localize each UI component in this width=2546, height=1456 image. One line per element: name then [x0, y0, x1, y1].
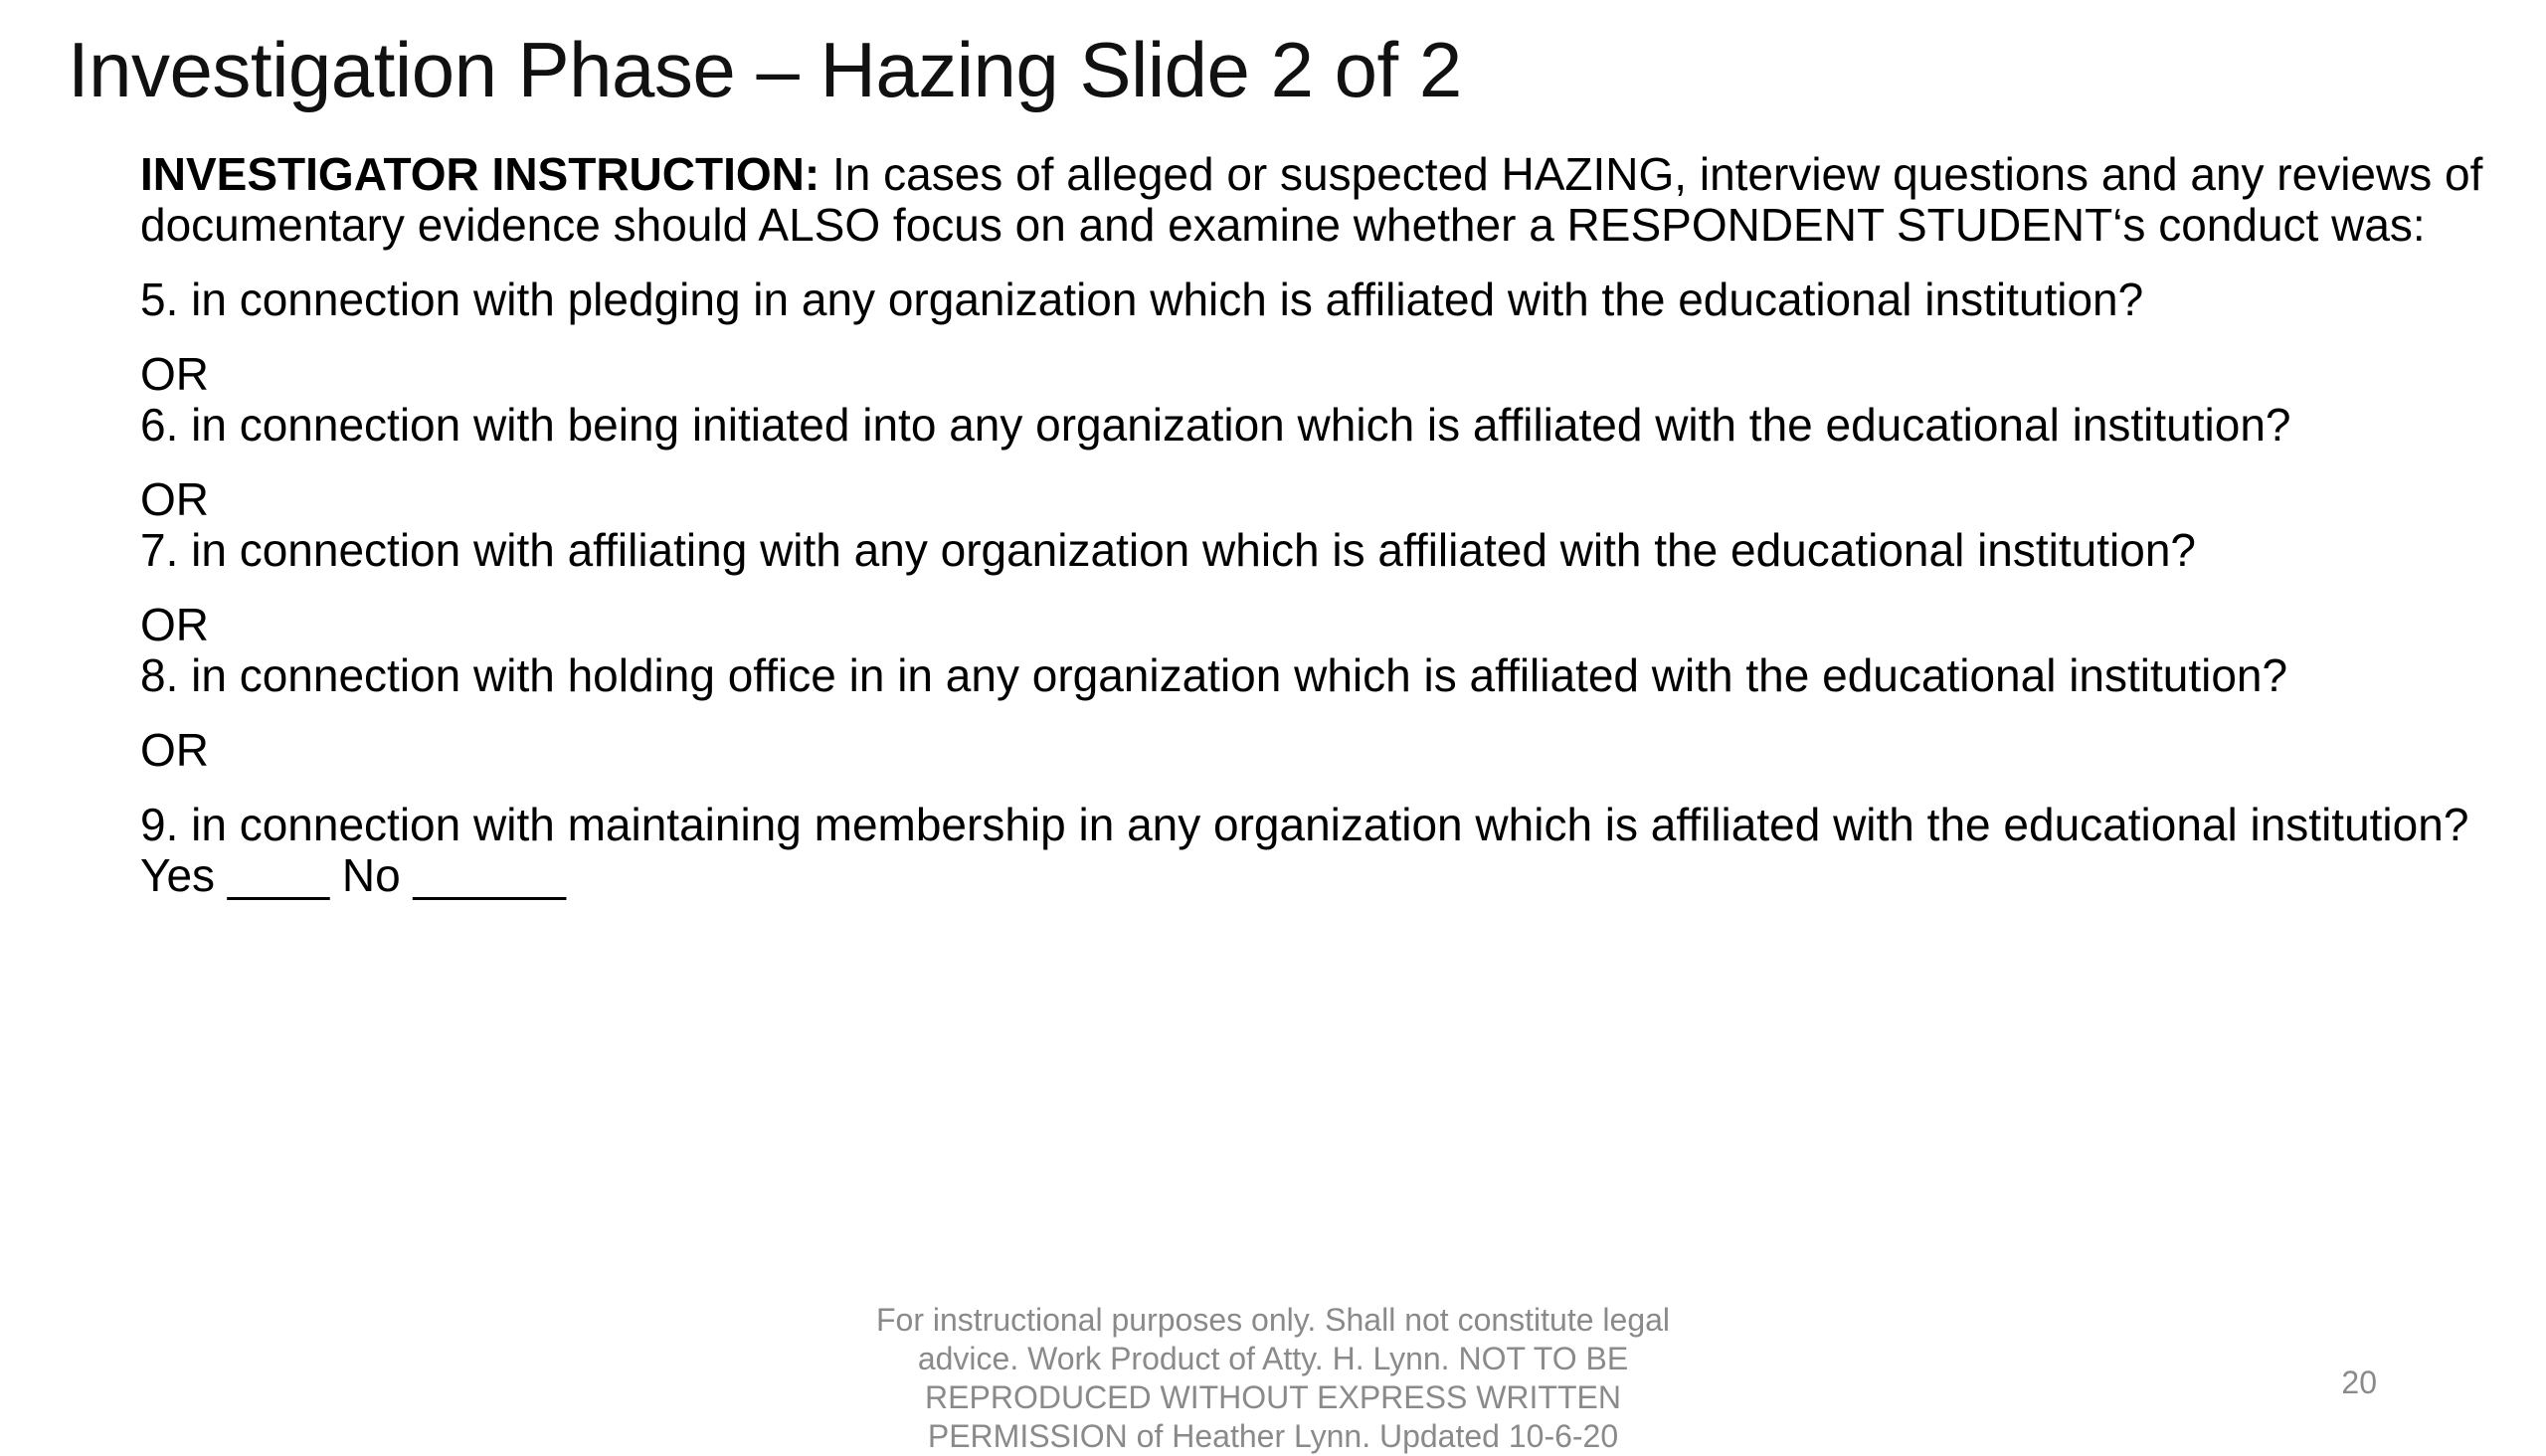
or-separator: OR: [140, 724, 209, 776]
or-separator: OR: [140, 599, 209, 650]
slide-title: Investigation Phase – Hazing Slide 2 of 2: [68, 26, 1462, 113]
question-7: 7. in connection with affiliating with any organization which is affiliated with the educational institution?: [140, 524, 2196, 576]
footer-disclaimer: For instructional purposes only. Shall not constitute legal advice. Work Product of Atty. H. Lynn. NOT TO BE REPRODUCED WITHOUT EXPRESS WRITTEN PERMISSION of Heather Lynn. Updated 10-6-20: [875, 1302, 1671, 1454]
slide-body: [140, 149, 2507, 901]
or-separator: OR: [140, 348, 209, 400]
question-9: 9. in connection with maintaining membership in any organization which is affiliated with the educational institution? Yes ____ No ______: [140, 799, 2469, 901]
question-5: 5. in connection with pledging in any organization which is affiliated with the educational institution?: [140, 273, 2144, 325]
question-8: 8. in connection with holding office in in any organization which is affiliated with the educational institution?: [140, 649, 2288, 701]
slide-number: 20: [2341, 1365, 2377, 1400]
instruction-label: INVESTIGATOR INSTRUCTION:: [140, 148, 820, 200]
or-separator: OR: [140, 473, 209, 525]
instruction-text: In cases of alleged or suspected HAZING, interview questions and any reviews of documentary evidence should ALSO focus on and examine whether a RESPONDENT STUDENT‘s conduct was:: [140, 148, 2483, 251]
instruction-paragraph: [140, 149, 2507, 251]
question-6: 6. in connection with being initiated into any organization which is affiliated with the educational institution?: [140, 399, 2291, 451]
